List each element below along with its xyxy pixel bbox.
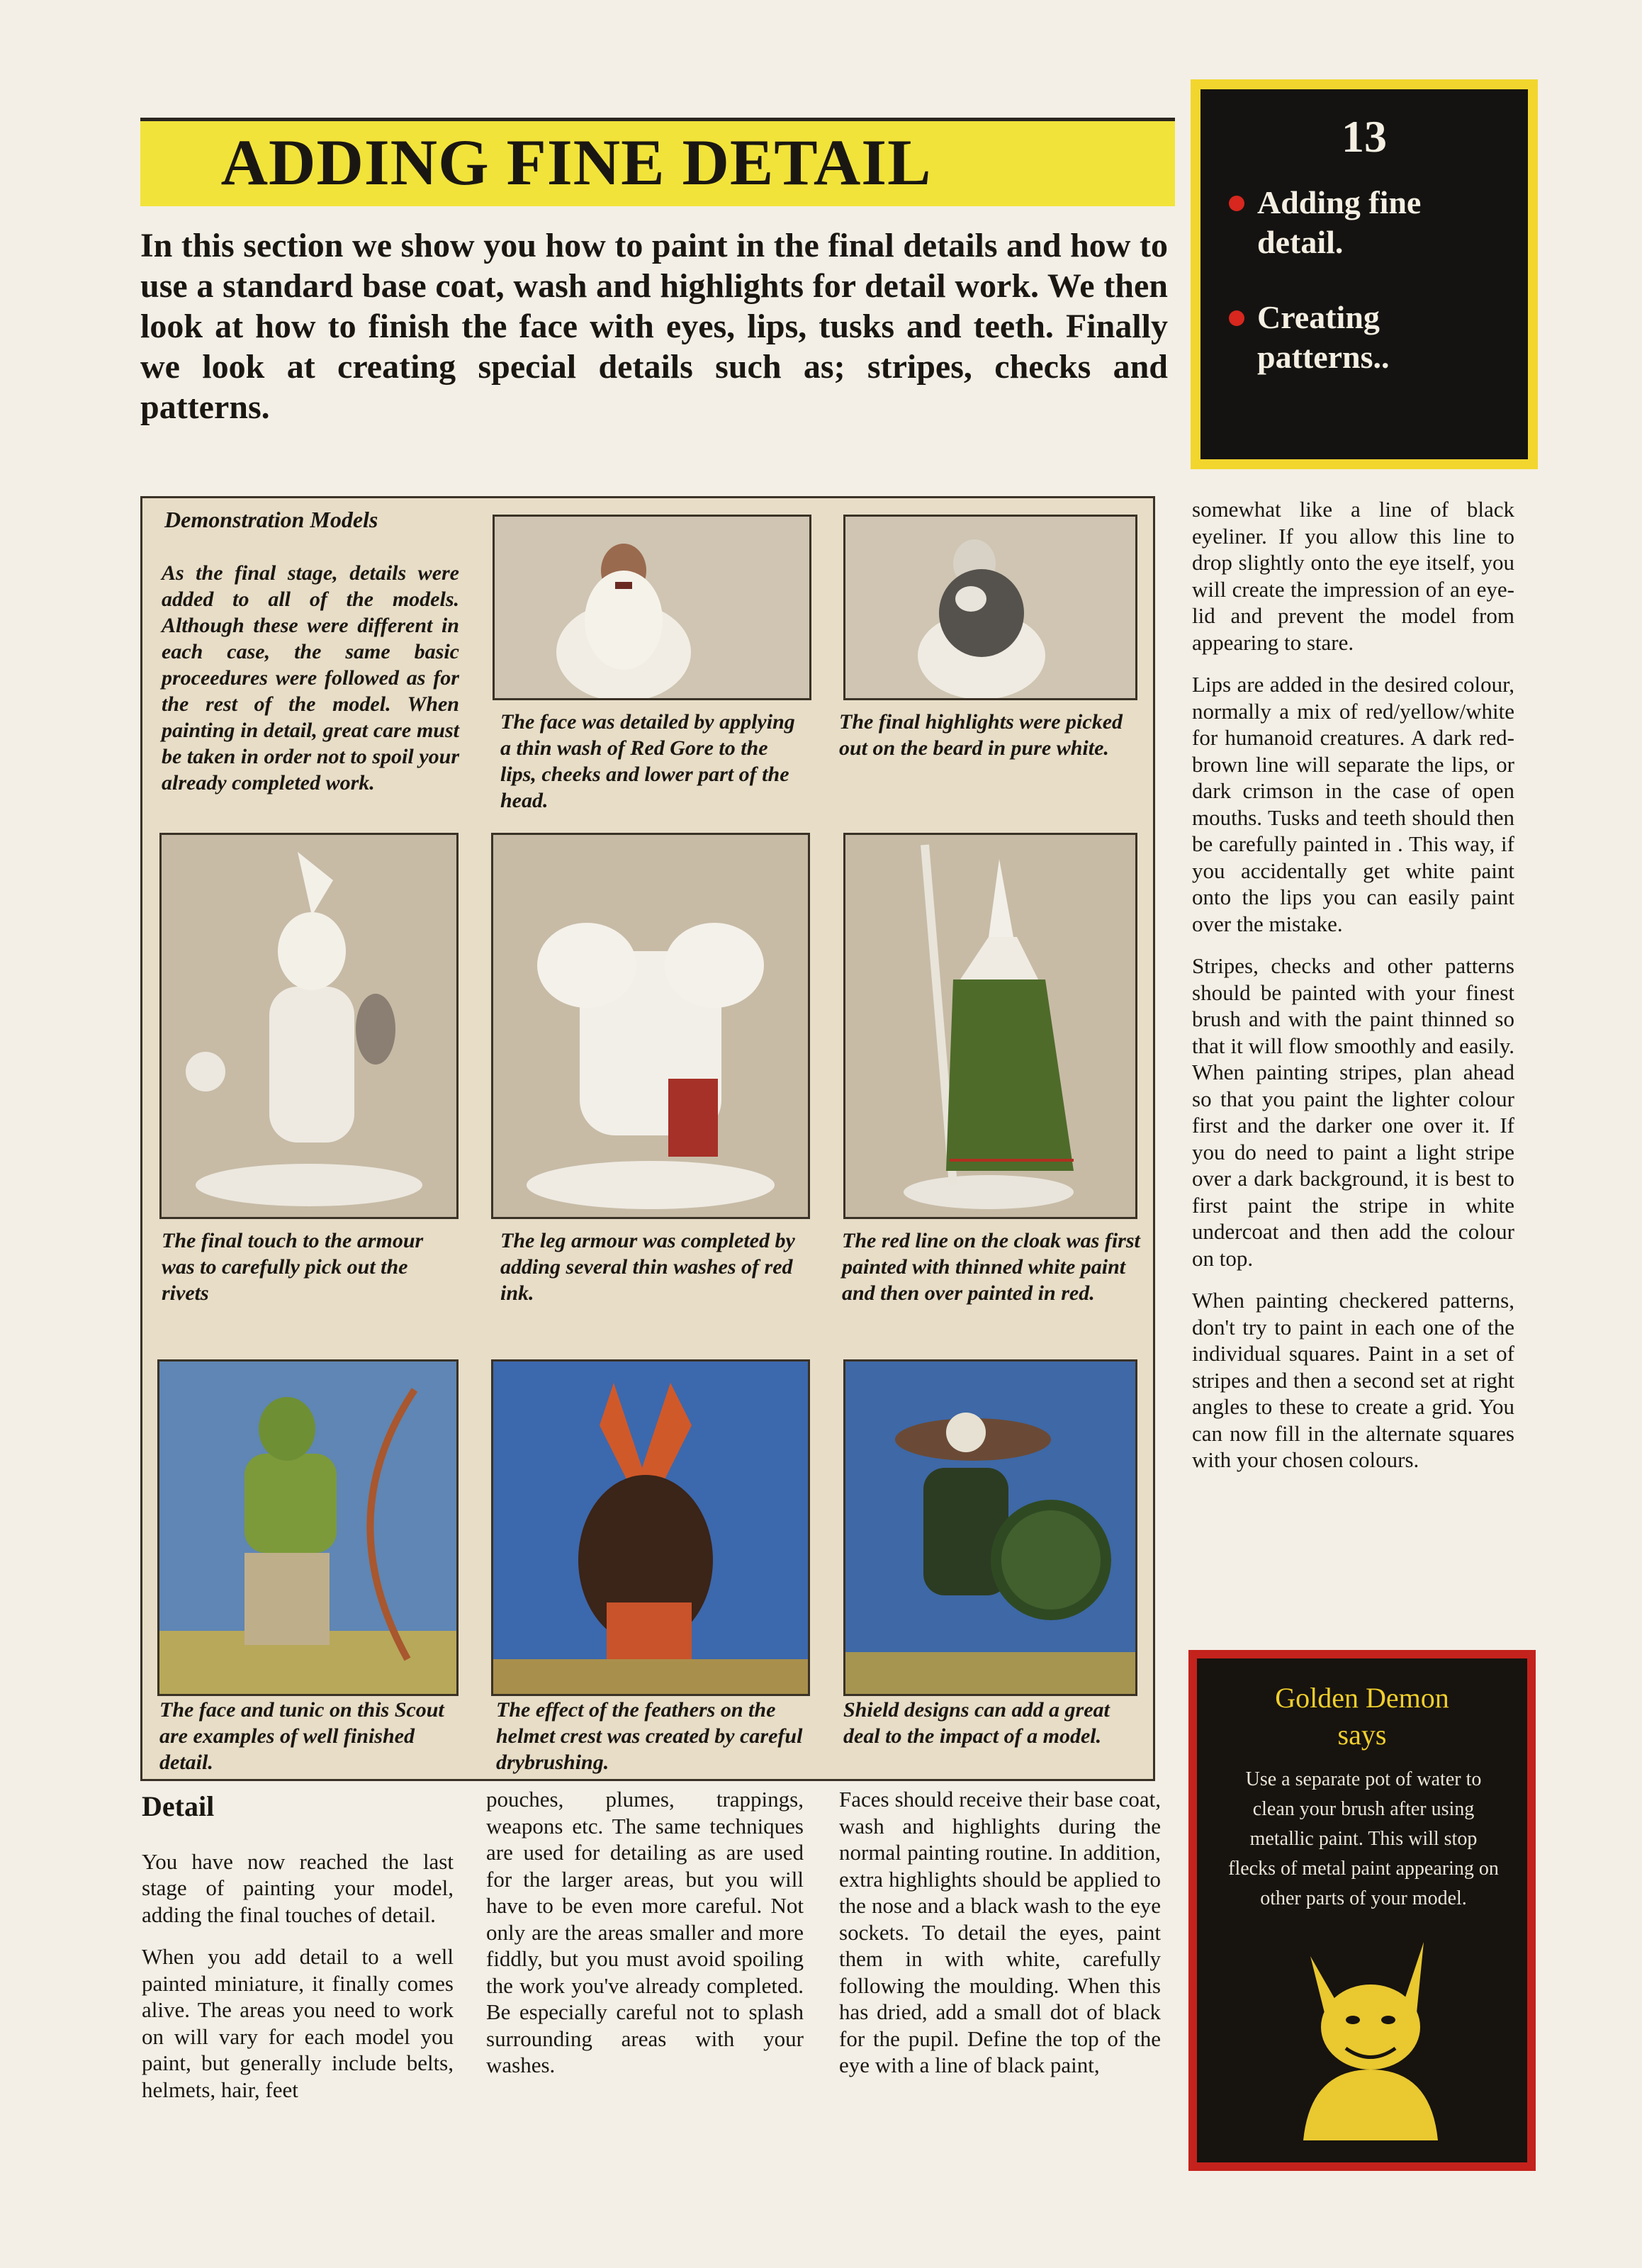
bullet-icon (1229, 196, 1244, 211)
right-column (1192, 496, 1514, 1489)
golden-demon-title-line: says (1337, 1719, 1387, 1751)
bullet-icon (1229, 310, 1244, 326)
paragraph: Lips are added in the desired colour, normally a mix of red/yellow/white for humanoid creatures. A dark red-brown line will separate the lips, or dark crimson in the case of open mouths. Tusks and teeth should then be carefully painted in . This way, if you accidentally get white paint onto the lips you can easily paint over the mistake. (1192, 672, 1514, 936)
chapter-item (1229, 183, 1500, 262)
scout-illustration (159, 1362, 456, 1694)
photo-dwarf-crest (491, 1359, 810, 1696)
chapter-item (1229, 298, 1500, 377)
demo-heading: Demonstration Models (164, 507, 378, 532)
detail-column-1 (142, 1790, 454, 2118)
caption-feathers: The effect of the feathers on the helmet crest was created by careful drybrushing. (496, 1698, 803, 1774)
demo-text: As the final stage, details were added to all of the models. Although these were different in each case, the same basic proceedures were followed as for the rest of the model. When painting in detail, great care must be taken in order not to spoil your already completed work. (162, 561, 459, 795)
section-heading: Detail (142, 1790, 215, 1822)
photo-scout (157, 1359, 459, 1696)
golden-demon-title-line: Golden Demon (1275, 1682, 1449, 1714)
golden-demon-text: Use a separate pot of water to clean your brush after using metallic paint. This will stop flecks of metal paint appearing on other parts of your model. (1228, 1768, 1499, 1909)
photo-dwarf-beard (843, 515, 1137, 700)
caption-cloak-line: The red line on the cloak was first painted with thinned white paint and then over painted in red. (842, 1229, 1140, 1305)
intro-paragraph: In this section we show you how to paint in the final details and how to use a standard base coat, wash and highlights for detail work. We then look at how to finish the face with eyes, lips, tusks and teeth. Finally we look at creating special details such as; stripes, checks and patterns. (140, 227, 1168, 426)
caption-beard-highlights: The final highlights were picked out on the beard in pure white. (839, 710, 1123, 760)
paragraph: When you add detail to a well painted miniature, it finally comes alive. The areas you need to work on will vary for each model you paint, but generally include belts, helmets, hair, feet (142, 1944, 454, 2102)
page-title: ADDING FINE DETAIL (220, 125, 932, 198)
photo-cloaked-elf (843, 833, 1137, 1219)
chapter-box-inner (1200, 89, 1528, 459)
golden-demon-inner (1197, 1658, 1527, 2162)
caption-rivets: The final touch to the armour was to carefully pick out the rivets (162, 1229, 424, 1305)
chapter-number: 13 (1342, 111, 1387, 162)
dwarf-head-illustration (496, 521, 808, 698)
armoured-warrior-illustration (163, 838, 455, 1217)
demon-icon (1282, 1928, 1452, 2140)
photo-chaos-warrior (843, 1359, 1137, 1696)
caption-face-wash: The face was detailed by applying a thin wash of Red Gore to the lips, cheeks and lower part of the head. (500, 710, 795, 812)
photo-space-marine (491, 833, 810, 1219)
caption-shield: Shield designs can add a great deal to the impact of a model. (843, 1698, 1110, 1748)
chapter-item-label: Adding fine detail. (1257, 184, 1422, 260)
paragraph: When painting checkered patterns, don't try to paint in each one of the individual squares. Paint in a set of stripes and then a second set at right angles to these to create a grid. You can now fill in the alternate squares with your chosen colours. (1192, 1288, 1514, 1472)
paragraph: Stripes, checks and other patterns should be painted with your finest brush and with the paint thinned so that it will flow smoothly and easily. When painting stripes, plan ahead so that you paint the lighter colour first and the darker one over it. If you do need to paint a light stripe over a dark background, it is best to first paint the stripe in white undercoat and then add the colour on top. (1192, 953, 1514, 1271)
photo-dwarf-face (493, 515, 811, 700)
photo-armoured-warrior (159, 833, 459, 1219)
paragraph: You have now reached the last stage of painting your model, adding the final touches of detail. (142, 1848, 454, 1927)
dwarf-crest-illustration (493, 1362, 808, 1694)
caption-leg-armour: The leg armour was completed by adding several thin washes of red ink. (500, 1229, 795, 1305)
caption-scout: The face and tunic on this Scout are examples of well finished detail. (159, 1698, 444, 1774)
dwarf-beard-illustration (847, 521, 1134, 698)
paragraph: Faces should receive their base coat, wash and highlights during the normal painting routine. In addition, extra highlights should be applied to the nose and a black wash to the eye sockets. To detail the eyes, paint them in with white, carefully following the moulding. When this has dried, add a small dot of black for the pupil. Define the top of the eye with a line of black paint, (839, 1787, 1161, 2077)
chaos-warrior-illustration (845, 1362, 1135, 1694)
golden-demon-box (1188, 1650, 1536, 2171)
golden-demon-title (1197, 1680, 1527, 1753)
paragraph: pouches, plumes, trappings, weapons etc. The same techniques are used for detailing as are used for the larger areas, but you will have to be even more careful. Not only are the areas smaller and more fiddly, but you must avoid spoiling the work you've already completed. Be especially careful not to splash surrounding areas with your washes. (486, 1787, 804, 2077)
chapter-box (1191, 79, 1538, 469)
space-marine-illustration (495, 838, 806, 1217)
chapter-item-label: Creating patterns.. (1257, 299, 1390, 375)
detail-column-2 (486, 1786, 804, 2094)
cloaked-elf-illustration (847, 838, 1134, 1217)
detail-column-3 (839, 1786, 1161, 2094)
paragraph: somewhat like a line of black eyeliner. If you allow this line to drop slightly onto the eye itself, you will create the impression of an eye-lid and prevent the model from appearing to stare. (1192, 497, 1514, 655)
